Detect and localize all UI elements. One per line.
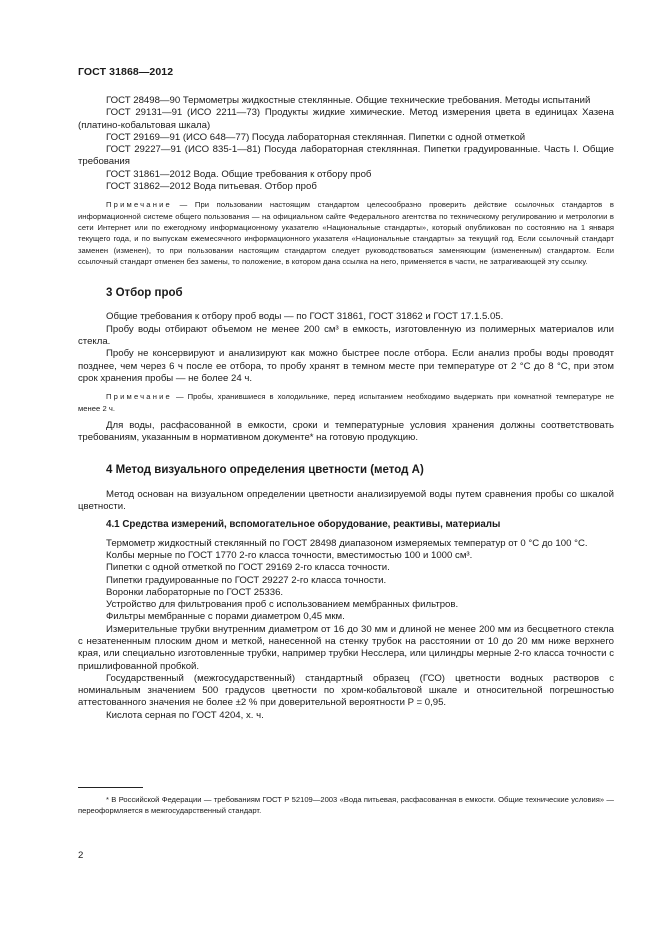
note-text: — Пробы, хранившиеся в холодильнике, перед испытанием необходимо выдержать при комнатной температуре не менее 2 ч. [78, 392, 614, 413]
section-4-title: 4 Метод визуального определения цветности (метод А) [106, 464, 424, 477]
reference-item: ГОСТ 31862—2012 Вода питьевая. Отбор проб [106, 181, 317, 193]
subsection-4-1-title: 4.1 Средства измерений, вспомогательное оборудование, реактивы, материалы [106, 519, 501, 531]
note-label: Примечание [106, 200, 172, 210]
equipment-item: Государственный (межгосударственный) стандартный образец (ГСО) цветности водных растворов с номинальным значением 500 градусов цветности по хром-кобальтовой шкале и относительной погрешностью аттестованного значения не более ±2 % при доверительной вероятности P = 0,95. [78, 672, 614, 709]
footnote-rule [78, 787, 143, 788]
section-3-paragraph: Для воды, расфасованной в емкости, сроки и температурные условия хранения должны соответствовать требованиям, указанным в нормативном документе* на готовую продукцию. [78, 419, 614, 444]
section-4-paragraph: Метод основан на визуальном определении цветности анализируемой воды путем сравнения пробы со шкалой цветности. [78, 488, 614, 513]
section-3-paragraph: Пробу воды отбирают объемом не менее 200 см³ в емкость, изготовленную из полимерных материалов или стекла. [78, 323, 614, 348]
equipment-item: Пипетки градуированные по ГОСТ 29227 2-го класса точности. [106, 574, 387, 586]
equipment-item: Пипетки с одной отметкой по ГОСТ 29169 2-го класса точности. [106, 562, 390, 574]
section-3-paragraph: Общие требования к отбору проб воды — по ГОСТ 31861, ГОСТ 31862 и ГОСТ 17.1.5.05. [106, 311, 504, 323]
equipment-item: Кислота серная по ГОСТ 4204, х. ч. [106, 709, 264, 721]
reference-item: ГОСТ 31861—2012 Вода. Общие требования к отбору проб [106, 168, 372, 180]
note-storage [78, 391, 614, 414]
equipment-item: Измерительные трубки внутренним диаметром от 16 до 30 мм и длиной не менее 200 мм из бесцветного стекла с незатененным плоским дном и меткой, нанесенной на стенку трубок на расстоянии от 10 до 20 мм ниже верхнего края, или специально изготовленные трубки, например трубки Несслера, или цилиндры мерные 2-го класса точности с пришлифованной пробкой. [78, 623, 614, 672]
equipment-item: Фильтры мембранные с порами диаметром 0,45 мкм. [106, 611, 345, 623]
note-label: Примечание [106, 392, 172, 402]
reference-item: ГОСТ 29131—91 (ИСО 2211—73) Продукты жидкие химические. Метод измерения цвета в единицах Хазена (платино-кобальтовая шкала) [78, 107, 614, 131]
reference-item: ГОСТ 28498—90 Термометры жидкостные стеклянные. Общие технические требования. Методы испытаний [106, 95, 591, 106]
note-references [78, 199, 614, 267]
equipment-item: Колбы мерные по ГОСТ 1770 2-го класса точности, вместимостью 100 и 1000 см³. [106, 549, 473, 561]
equipment-item: Воронки лабораторные по ГОСТ 25336. [106, 586, 284, 598]
note-text: — При пользовании настоящим стандартом целесообразно проверить действие ссылочных стандартов в информационной системе общего пользования — на официальном сайте Федерального агентства по техническому регулированию и метрологии в сети Интернет или по ежегодному информационному указателю «Национальные стандарты», который опубликован по состоянию на 1 января текущего года, и по выпускам ежемесячного информационного указателя «Национальные стандарты» за текущий год. Если ссылочный стандарт заменен (изменен), то при пользовании настоящим стандартом следует руководствоваться заменяющим (измененным) стандартом. Если ссылочный стандарт отменен без замены, то положение, в котором дана ссылка на него, применяется в части, не затрагивающей эту ссылку. [78, 200, 614, 266]
section-3-title: 3 Отбор проб [106, 287, 183, 300]
document-header: ГОСТ 31868—2012 [78, 66, 174, 78]
section-3-paragraph: Пробу не консервируют и анализируют как можно быстрее после отбора. Если анализ пробы воды проводят позднее, чем через 6 ч после ее отбора, то пробу хранят в темном месте при температуре от 2 °С до 8 °С, при этом срок хранения пробы — не более 24 ч. [78, 348, 614, 384]
footnote: * В Российской Федерации — требованиям ГОСТ Р 52109—2003 «Вода питьевая, расфасованная в емкости. Общие технические условия» — переоформляется в межгосударственный стандарт. [78, 795, 614, 816]
equipment-item: Устройство для фильтрования проб с использованием мембранных фильтров. [106, 599, 459, 611]
page-number: 2 [78, 850, 84, 861]
equipment-item: Термометр жидкостный стеклянный по ГОСТ 28498 диапазоном измеряемых температур от 0 °С до 100 °С. [106, 537, 588, 549]
document-body [78, 95, 614, 722]
reference-item: ГОСТ 29227—91 (ИСО 835-1—81) Посуда лабораторная стеклянная. Пипетки градуированные. Часть I. Общие требования [78, 144, 614, 168]
reference-item: ГОСТ 29169—91 (ИСО 648—77) Посуда лабораторная стеклянная. Пипетки с одной отметкой [106, 131, 526, 143]
